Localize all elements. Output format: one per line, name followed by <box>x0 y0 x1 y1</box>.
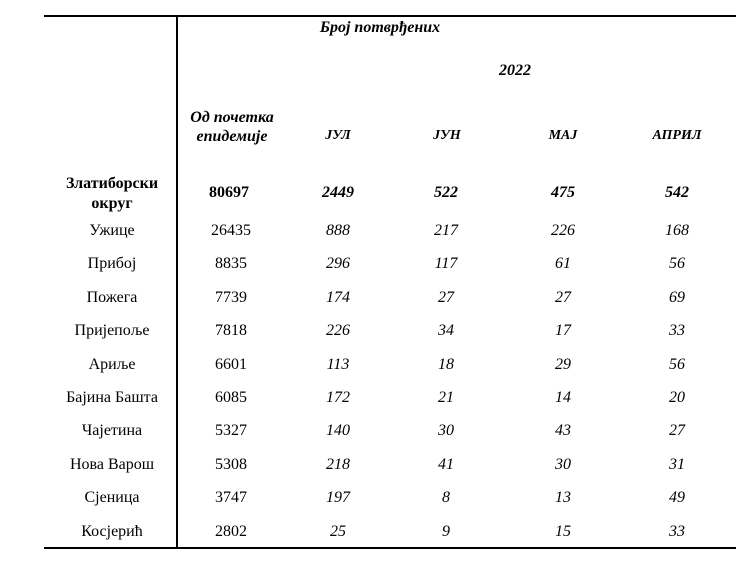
april-cell: 27 <box>669 422 685 439</box>
municipality-name: Косјерић <box>81 523 143 540</box>
table-row <box>0 422 749 444</box>
region-total: 80697 <box>209 184 249 201</box>
table-title: Број потврђених <box>319 19 441 36</box>
table-row <box>0 255 749 277</box>
total-cell: 26435 <box>211 222 251 239</box>
region-jun: 522 <box>434 184 458 201</box>
region-maj: 475 <box>551 184 575 201</box>
region-jul: 2449 <box>322 184 354 201</box>
municipality-name: Пријепоље <box>74 322 150 339</box>
table-row <box>0 322 749 344</box>
maj-cell: 13 <box>555 489 571 506</box>
maj-cell: 17 <box>555 322 571 339</box>
jul-cell: 197 <box>326 489 350 506</box>
column-header-maj: МАЈ <box>548 128 578 143</box>
jul-cell: 296 <box>326 255 350 272</box>
total-cell: 7739 <box>215 289 247 306</box>
table-row <box>0 289 749 311</box>
municipality-name: Сјеница <box>84 489 140 506</box>
jun-cell: 41 <box>438 456 454 473</box>
maj-cell: 30 <box>555 456 571 473</box>
top-rule <box>44 15 736 17</box>
april-cell: 33 <box>669 523 685 540</box>
region-april: 542 <box>665 184 689 201</box>
municipality-name: Чајетина <box>81 422 143 439</box>
april-cell: 31 <box>669 456 685 473</box>
maj-cell: 43 <box>555 422 571 439</box>
jun-cell: 18 <box>438 356 454 373</box>
april-cell: 56 <box>669 255 685 272</box>
total-cell: 3747 <box>215 489 247 506</box>
jun-cell: 8 <box>442 489 450 506</box>
jul-cell: 172 <box>326 389 350 406</box>
jun-cell: 9 <box>442 523 450 540</box>
column-header-from-start: Од почетка епидемије <box>190 109 274 145</box>
jun-cell: 21 <box>438 389 454 406</box>
column-header-jul: ЈУЛ <box>325 128 351 143</box>
table-row <box>0 456 749 478</box>
april-cell: 56 <box>669 356 685 373</box>
table-row <box>0 389 749 411</box>
total-cell: 2802 <box>215 523 247 540</box>
april-cell: 33 <box>669 322 685 339</box>
bottom-rule <box>44 547 736 549</box>
total-cell: 5327 <box>215 422 247 439</box>
maj-cell: 226 <box>551 222 575 239</box>
region-total-row <box>0 184 749 206</box>
total-cell: 8835 <box>215 255 247 272</box>
april-cell: 168 <box>665 222 689 239</box>
jul-cell: 140 <box>326 422 350 439</box>
jul-cell: 218 <box>326 456 350 473</box>
total-cell: 5308 <box>215 456 247 473</box>
maj-cell: 15 <box>555 523 571 540</box>
april-cell: 20 <box>669 389 685 406</box>
jun-cell: 27 <box>438 289 454 306</box>
table-row <box>0 222 749 244</box>
april-cell: 69 <box>669 289 685 306</box>
jun-cell: 34 <box>438 322 454 339</box>
municipality-name: Нова Варош <box>69 456 155 473</box>
total-cell: 6085 <box>215 389 247 406</box>
table-row <box>0 356 749 378</box>
jun-cell: 217 <box>434 222 458 239</box>
jul-cell: 174 <box>326 289 350 306</box>
maj-cell: 29 <box>555 356 571 373</box>
municipality-name: Пожега <box>86 289 138 306</box>
column-header-jun: ЈУН <box>433 128 461 143</box>
jun-cell: 30 <box>438 422 454 439</box>
table-row <box>0 523 749 545</box>
column-header-april: АПРИЛ <box>652 128 702 143</box>
jul-cell: 25 <box>330 523 346 540</box>
april-cell: 49 <box>669 489 685 506</box>
region-name: Златиборски округ <box>65 175 159 212</box>
municipality-name: Бајина Башта <box>66 389 158 406</box>
maj-cell: 61 <box>555 255 571 272</box>
maj-cell: 27 <box>555 289 571 306</box>
municipality-name: Ужице <box>89 222 135 239</box>
municipality-name: Прибој <box>87 255 137 272</box>
jul-cell: 888 <box>326 222 350 239</box>
jul-cell: 226 <box>326 322 350 339</box>
total-cell: 7818 <box>215 322 247 339</box>
jun-cell: 117 <box>434 255 458 272</box>
municipality-name: Ариље <box>88 356 136 373</box>
maj-cell: 14 <box>555 389 571 406</box>
year-heading: 2022 <box>499 62 531 79</box>
total-cell: 6601 <box>215 356 247 373</box>
jul-cell: 113 <box>326 356 350 373</box>
table-row <box>0 489 749 511</box>
